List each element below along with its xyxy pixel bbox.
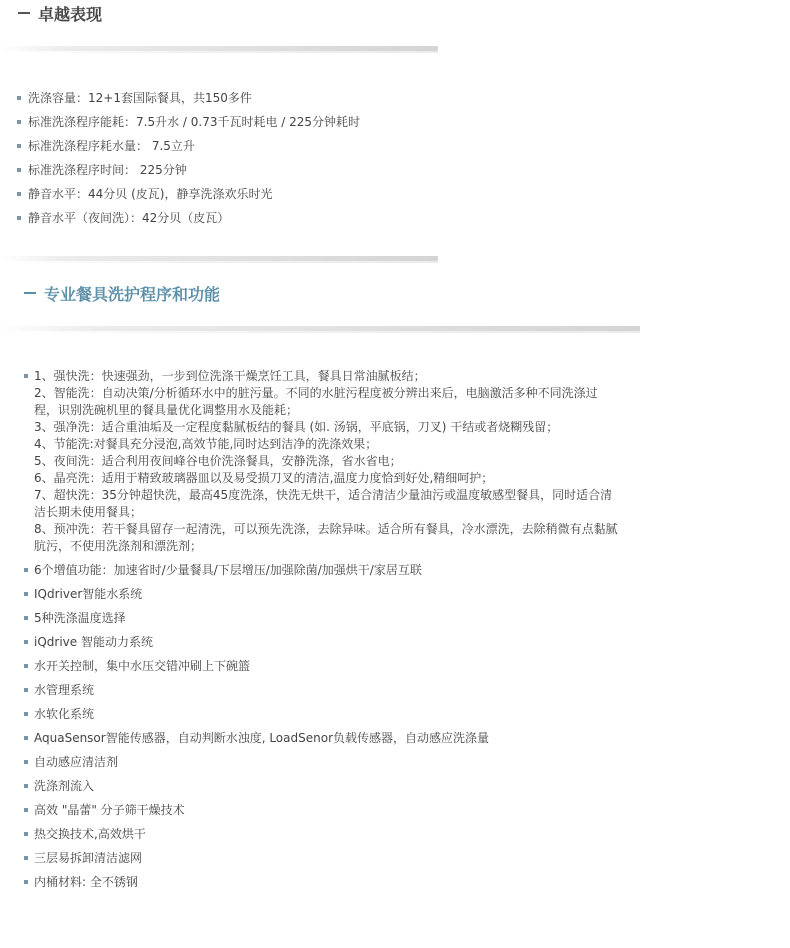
- program-line: 8、预冲洗：若干餐具留存一起清洗，可以预先洗涤，去除异味。适合所有餐具，冷水漂洗，去除稍微有点黏腻肮污，不使用洗涤剂和漂洗剂；: [34, 522, 618, 553]
- bullet-icon: [24, 616, 28, 620]
- programs-feature-list: [24, 366, 624, 894]
- bullet-icon: [24, 856, 28, 860]
- list-item: 水软化系统: [24, 702, 624, 726]
- program-line: 5、夜间洗：适合利用夜间峰谷电价洗涤餐具，安静洗涤，省水省电；: [34, 454, 402, 468]
- program-list-item: [24, 366, 624, 558]
- bullet-icon: [17, 216, 21, 220]
- section-dash-icon: [18, 12, 30, 14]
- list-item: 标准洗涤程序能耗：7.5升水 / 0.73千瓦时耗电 / 225分钟耗时: [16, 110, 360, 134]
- program-line: 4、节能洗:对餐具充分浸泡,高效节能,同时达到洁净的洗涤效果；: [34, 437, 378, 451]
- bullet-icon: [17, 144, 21, 148]
- bullet-icon: [17, 120, 21, 124]
- list-item: 自动感应清洁剂: [24, 750, 624, 774]
- list-item: 水开关控制，集中水压交错冲刷上下碗篮: [24, 654, 624, 678]
- list-item: 6个增值功能：加速省时/少量餐具/下层增压/加强除菌/加强烘干/家居互联: [24, 558, 624, 582]
- list-item: AquaSensor智能传感器，自动判断水浊度, LoadSenor负载传感器，自动感应洗涤量: [24, 726, 624, 750]
- list-item: 洗涤剂流入: [24, 774, 624, 798]
- bullet-icon: [24, 712, 28, 716]
- list-item: 水管理系统: [24, 678, 624, 702]
- list-item: 5种洗涤温度选择: [24, 606, 624, 630]
- bullet-icon: [24, 784, 28, 788]
- bullet-icon: [24, 640, 28, 644]
- bullet-icon: [24, 374, 28, 378]
- list-item: 静音水平（夜间洗）：42分贝（皮瓦）: [16, 206, 360, 230]
- section-divider: [0, 256, 438, 261]
- list-item: 三层易拆卸清洁滤网: [24, 846, 624, 870]
- list-item: 内桶材料: 全不锈钢: [24, 870, 624, 894]
- section-title-performance: 卓越表现: [38, 5, 103, 24]
- bullet-icon: [24, 592, 28, 596]
- bullet-icon: [24, 568, 28, 572]
- bullet-icon: [24, 664, 28, 668]
- program-line: 2、智能洗：自动决策/分析循环水中的脏污量。不同的水脏污程度被分辨出来后，电脑激活多种不同洗涤过程，识别洗碗机里的餐具量优化调整用水及能耗；: [34, 386, 598, 417]
- section-dash-icon: [24, 292, 36, 294]
- list-item: 静音水平：44分贝 (皮瓦)，静享洗涤欢乐时光: [16, 182, 360, 206]
- bullet-icon: [24, 880, 28, 884]
- list-item: 热交换技术,高效烘干: [24, 822, 624, 846]
- program-line: 7、超快洗：35分钟超快洗，最高45度洗涤，快洗无烘干，适合清洁少量油污或温度敏感型餐具，同时适合清洁长期未使用餐具；: [34, 488, 613, 519]
- program-line: 6、晶亮洗：适用于精致玻璃器皿以及易受损刀叉的清洁,温度力度恰到好处,精细呵护；: [34, 471, 494, 485]
- bullet-icon: [17, 168, 21, 172]
- program-line: 3、强净洗：适合重油垢及一定程度黏腻板结的餐具 (如. 汤锅，平底锅，刀叉) 干结或者烧糊残留；: [34, 420, 559, 434]
- section-divider: [0, 326, 640, 331]
- list-item: 高效 "晶蕾" 分子筛干燥技术: [24, 798, 624, 822]
- performance-spec-list: [16, 86, 360, 230]
- bullet-icon: [24, 760, 28, 764]
- section-title-programs: 专业餐具洗护程序和功能: [44, 285, 221, 304]
- list-item: IQdriver智能水系统: [24, 582, 624, 606]
- bullet-icon: [24, 808, 28, 812]
- list-item: 标准洗涤程序耗水量： 7.5立升: [16, 134, 360, 158]
- bullet-icon: [24, 688, 28, 692]
- bullet-icon: [17, 96, 21, 100]
- bullet-icon: [17, 192, 21, 196]
- list-item: iQdrive 智能动力系统: [24, 630, 624, 654]
- program-line: 1、强快洗：快速强劲，一步到位洗涤干燥烹饪工具，餐具日常油腻板结；: [34, 369, 426, 383]
- bullet-icon: [24, 832, 28, 836]
- bullet-icon: [24, 736, 28, 740]
- section-divider: [0, 46, 438, 51]
- list-item: 标准洗涤程序时间： 225分钟: [16, 158, 360, 182]
- list-item: 洗涤容量：12+1套国际餐具，共150多件: [16, 86, 360, 110]
